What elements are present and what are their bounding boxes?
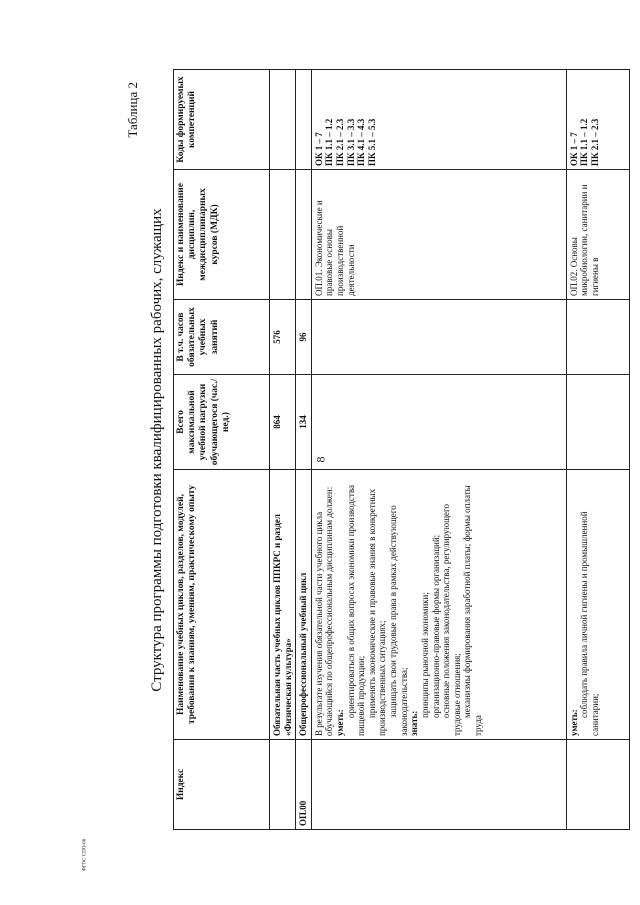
header-name: Наименование учебных циклов, разделов, модулей, требования к знаниям, умениям, практическому опыту — [174, 470, 270, 740]
cell-empty — [296, 70, 312, 170]
cell-empty — [270, 740, 296, 830]
op01-knowledge-label: знать: — [409, 710, 420, 736]
row-op01 — [311, 70, 566, 830]
op01-skill: применять экономические и правовые знания в конкретных производственных ситуациях; — [366, 488, 388, 736]
competency-code: ПК 1.1 – 1.2 — [324, 118, 335, 166]
competency-code: ПК 2.1 – 2.3 — [590, 118, 601, 166]
cell-op02-discipline: ОП.02. Основы микробиологии, санитарии и гигиены в — [566, 170, 629, 300]
cell-cycle-max: 134 — [296, 375, 312, 470]
row-mandatory-part — [270, 70, 296, 830]
cell-empty — [311, 375, 566, 470]
cell-cycle-hours: 96 — [296, 300, 312, 375]
row-cycle — [296, 70, 312, 830]
footer-code: ФГОС СПО-06 — [82, 838, 88, 872]
op01-knowledge: организационно-правовые формы организаций; — [430, 534, 441, 718]
header-competency-codes: Коды формируемых компетенций — [174, 70, 270, 170]
op02-skill: соблюдать правила личной гигиены и промышленной санитарии; — [579, 511, 601, 736]
op01-knowledge: основные положения законодательства, регулирующего трудовые отношения; — [441, 503, 462, 736]
competency-code: ПК 1.1 – 1.2 — [579, 118, 590, 166]
op02-skills-label: уметь: — [568, 709, 579, 736]
competency-code: ОК 1 – 7 — [313, 132, 324, 166]
cell-op02-codes — [566, 70, 629, 170]
competency-code: ПК 5.1 – 5.3 — [366, 118, 377, 166]
cell-op02-requirements — [566, 470, 629, 740]
header-discipline: Индекс и наименование дисциплин, междисциплинарных курсов (МДК) — [174, 170, 270, 300]
competency-code: ПК 2.1 – 2.3 — [335, 118, 346, 166]
cell-mandatory-hours: 576 — [270, 300, 296, 375]
op01-knowledge: механизмы формирования заработной платы; формы оплаты труда — [462, 485, 483, 736]
cell-mandatory-name: Обязательная часть учебных циклов ППКРС и раздел «Физическая культура» — [270, 470, 296, 740]
landscape-sheet — [125, 70, 630, 830]
cell-empty — [311, 740, 566, 830]
op01-knowledge: принципы рыночной экономики; — [419, 592, 430, 718]
cell-op01-discipline: ОП.01. Экономические и правовые основы производственной деятельности — [311, 170, 566, 300]
cell-cycle-name: Общепрофессиональный учебный цикл — [296, 470, 312, 740]
cell-empty — [566, 375, 629, 470]
op01-intro: В результате изучения обязательной части учебного цикла обучающийся по общепрофессиональным дисциплинам должен: — [313, 486, 335, 736]
cell-empty — [566, 740, 629, 830]
cell-empty — [311, 300, 566, 375]
header-row — [174, 70, 270, 830]
header-max-load: Всего максимальной учебной нагрузки обучающегося (час./нед.) — [174, 375, 270, 470]
cell-empty — [296, 170, 312, 300]
competency-code: ПК 3.1 – 3.3 — [345, 118, 356, 166]
structure-table — [173, 69, 630, 830]
competency-code: ПК 4.1 – 4.3 — [356, 118, 367, 166]
row-op02 — [566, 70, 629, 830]
op01-skills-label: уметь: — [335, 709, 346, 736]
cell-cycle-index: ОП.00 — [296, 740, 312, 830]
op01-skill: ориентироваться в общих вопросах экономики производства пищевой продукции; — [345, 485, 367, 736]
op01-skill: защищать свои трудовые права в рамках действующего законодательства; — [388, 505, 409, 736]
cell-op01-requirements — [311, 470, 566, 740]
cell-op01-codes — [311, 70, 566, 170]
document-title: Структура программы подготовки квалифицированных рабочих, служащих — [149, 208, 165, 692]
cell-empty — [270, 170, 296, 300]
cell-empty — [566, 300, 629, 375]
header-mandatory-hours: В т.ч. часов обязательных учебных занятий — [174, 300, 270, 375]
competency-code: ОК 1 – 7 — [568, 132, 579, 166]
table-label: Таблица 2 — [125, 82, 140, 138]
page-number: 8 — [313, 456, 328, 463]
cell-mandatory-max: 864 — [270, 375, 296, 470]
cell-empty — [270, 70, 296, 170]
header-index: Индекс — [174, 740, 270, 830]
